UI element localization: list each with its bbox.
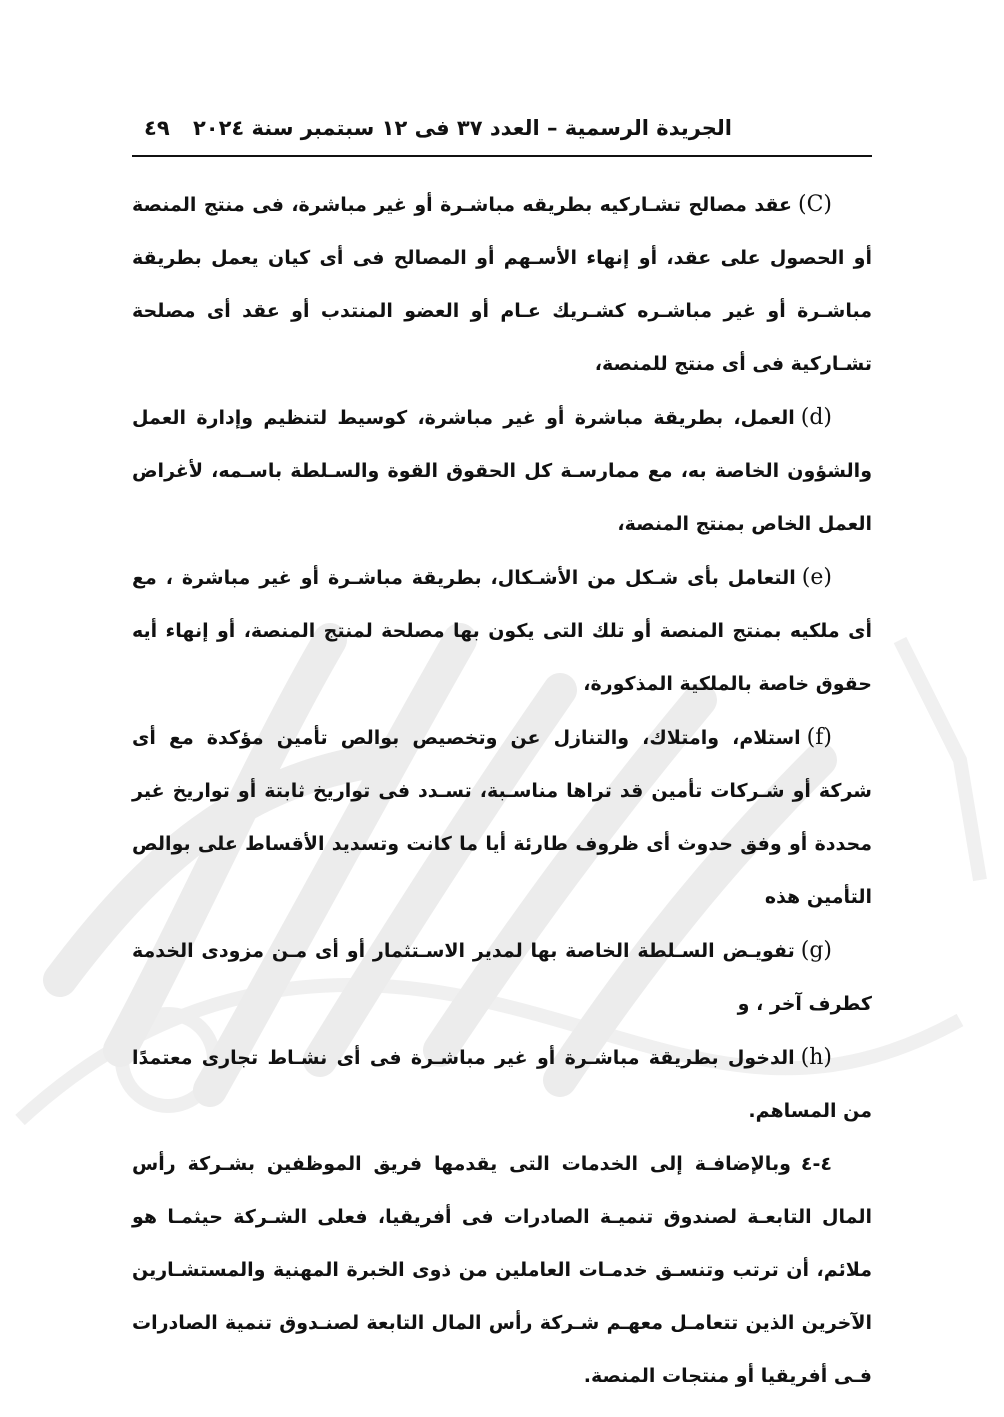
paragraph-text: وبالإضافـة إلى الخدمات التى يقدمها فريق الموظفين بشـركة رأس المال التابعـة لصندوق تنميـة الصادرات فى أفريقيا، فعلى الشـركة حيثمـا هو ملائم، أن ترتب وتنسـق خدمـات العاملين من ذوى الخبرة المهنية والمستشـارين الآخرين الذين تتعامـل معهـم شـركة رأس المال التابعة لصنـدوق تنمية الصادرات فـى أفريقيا أو منتجات المنصة. <box>132 1153 872 1387</box>
paragraph-text: عقد مصالح تشـاركيه بطريقه مباشـرة أو غير مباشرة، فى منتج المنصة أو الحصول على عقد، أو إنهاء الأسـهم أو المصالح فى أى كيان يعمل بطريقة مباشـرة أو غير مباشـره كشـريك عـام أو العضو المنتدب أو عقد أى مصلحة تشـاركية فى أى منتج للمنصة، <box>132 194 872 375</box>
page-header <box>132 112 872 156</box>
paragraph-f <box>132 711 872 924</box>
item-marker: (g) <box>800 938 832 963</box>
item-marker: (e) <box>801 565 832 590</box>
paragraph-g <box>132 924 872 1031</box>
document-body <box>132 178 872 1403</box>
section-number: ٤-٤ <box>800 1153 832 1175</box>
item-marker: (C) <box>797 192 832 217</box>
item-marker: (h) <box>800 1045 832 1070</box>
paragraph-text: التعامل بأى شـكل من الأشـكال، بطريقة مباشـرة أو غير مباشرة ، مع أى ملكيه بمنتج المنصة أو تلك التى يكون بها مصلحة لمنتج المنصة، أو إنهاء أيه حقوق خاصة بالملكية المذكورة، <box>132 567 872 695</box>
paragraph-h <box>132 1031 872 1138</box>
paragraph-text: العمل، بطريقة مباشرة أو غير مباشرة، كوسيط لتنظيم وإدارة العمل والشؤون الخاصة به، مع ممارسـة كل الحقوق القوة والسـلطة باسـمه، لأغراض العمل الخاص بمنتج المنصة، <box>132 407 872 535</box>
header-title: الجريدة الرسمية – العدد ٣٧ فى ١٢ سبتمبر سنة ٢٠٢٤ <box>192 116 732 140</box>
paragraph-text: تفويـض السـلطة الخاصة بها لمدير الاسـتثمار أو أى مـن مزودى الخدمة كطرف آخر ، و <box>132 940 872 1015</box>
paragraph-e <box>132 551 872 711</box>
paragraph-c <box>132 178 872 391</box>
page-number: ٤٩ <box>144 116 170 140</box>
item-marker: (d) <box>800 405 832 430</box>
paragraph-text: استلام، وامتلاك، والتنازل عن وتخصيص بوالص تأمين مؤكدة مع أى شركة أو شـركات تأمين قد تراها مناسـبة، تسـدد فى تواريخ ثابتة أو تواريخ غير محددة أو وفق حدوث أى ظروف طارئة أيا ما كانت وتسديد الأقساط على بوالص التأمين هذه <box>132 727 872 908</box>
paragraph-text: الدخول بطريقة مباشـرة أو غير مباشـرة فى أى نشـاط تجارى معتمدًا من المساهم. <box>132 1047 872 1122</box>
header-divider <box>132 155 872 157</box>
paragraph-d <box>132 391 872 551</box>
paragraph-4-4 <box>132 1138 872 1403</box>
item-marker: (f) <box>806 725 832 750</box>
